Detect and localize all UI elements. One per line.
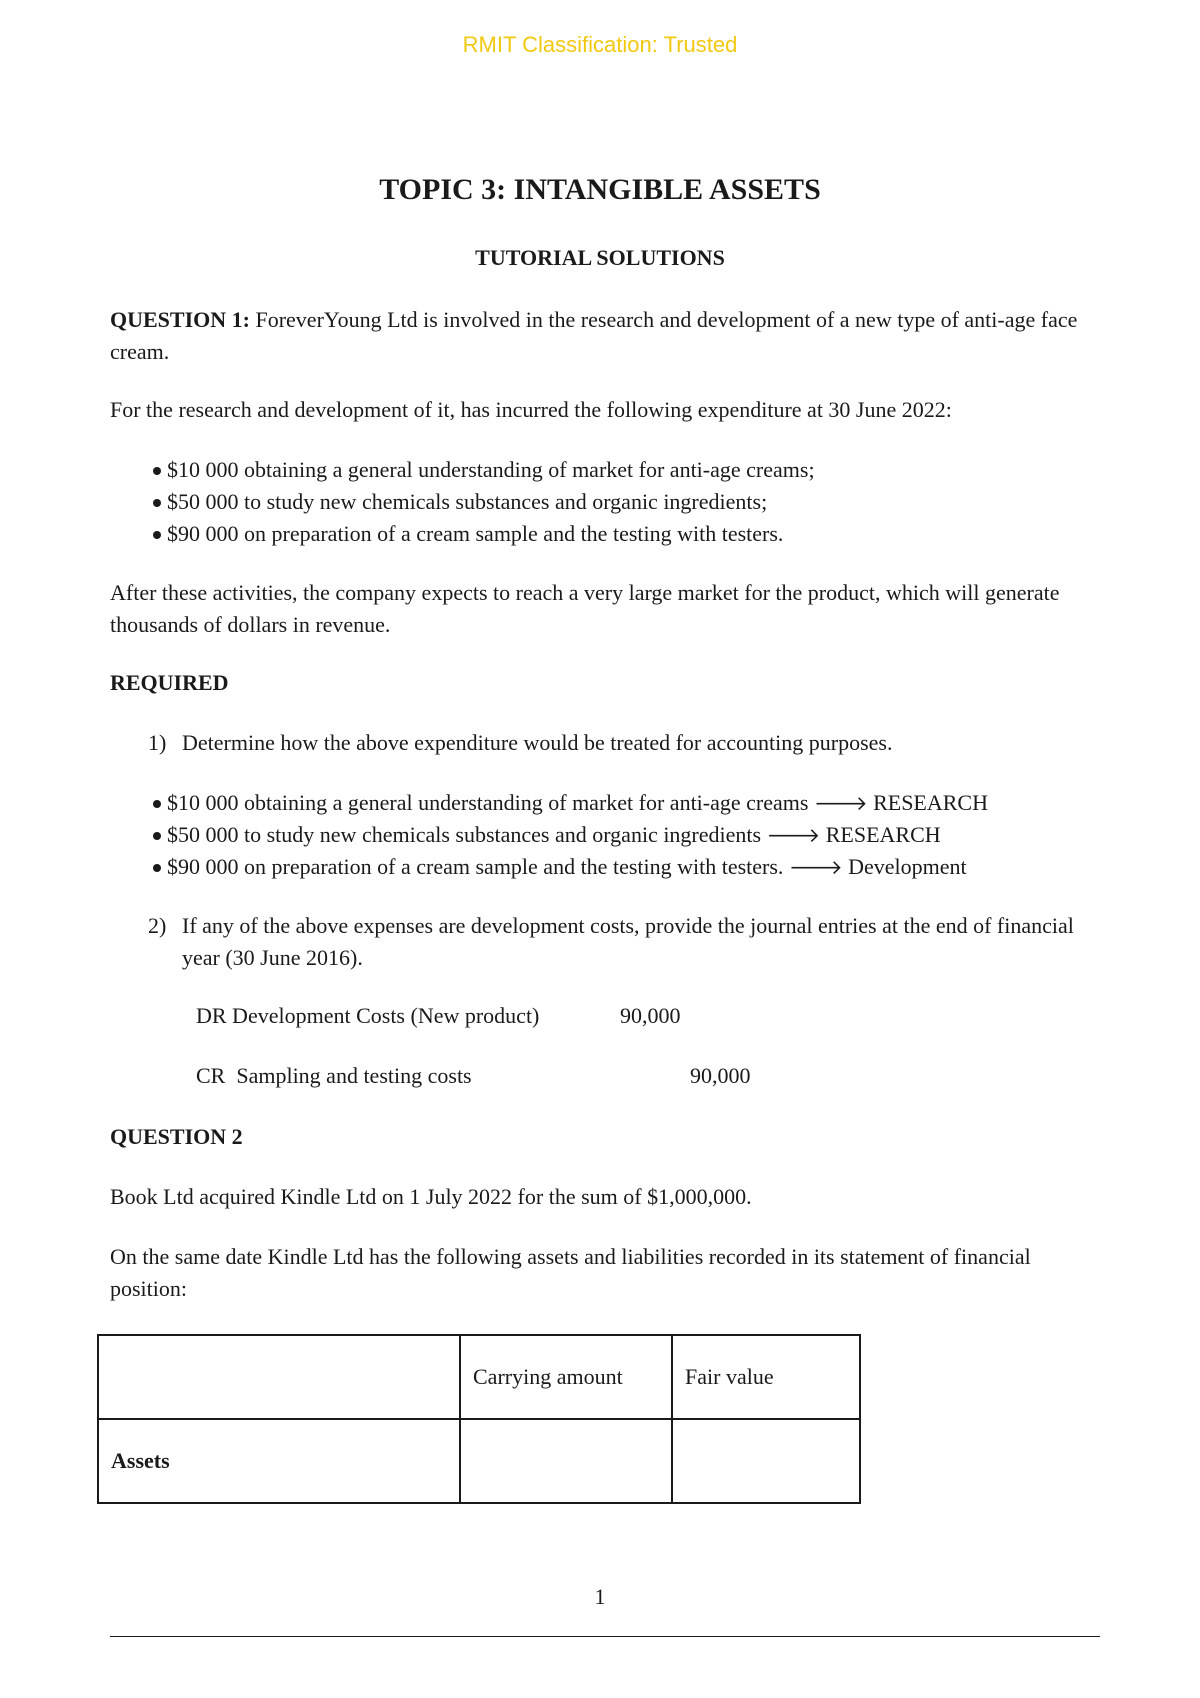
bullet-icon bbox=[153, 800, 161, 808]
bullet-icon bbox=[153, 832, 161, 840]
q1-paragraph-2: For the research and development of it, has incurred the following expenditure at 30 June 2022: bbox=[110, 397, 952, 422]
footer-divider bbox=[110, 1636, 1100, 1637]
list-item: $50 000 to study new chemicals substances and organic ingredients; bbox=[110, 486, 1100, 518]
arrow-right-icon: 🡒 bbox=[788, 855, 843, 879]
page-subtitle: TUTORIAL SOLUTIONS bbox=[475, 245, 725, 270]
bullet-icon bbox=[153, 499, 161, 507]
table-header-cell bbox=[98, 1335, 460, 1419]
item-number: 2) bbox=[148, 913, 167, 938]
table-header-row bbox=[98, 1335, 860, 1419]
q1-paragraph-3: After these activities, the company expects to reach a very large market for the product, which will generate thousands of dollars in revenue. bbox=[110, 580, 1060, 637]
item-number: 1) bbox=[148, 730, 167, 755]
q2-heading: QUESTION 2 bbox=[110, 1124, 243, 1149]
list-item: $90 000 on preparation of a cream sample and the testing with testers. 🡒 Development bbox=[110, 851, 1100, 883]
list-item: $50 000 to study new chemicals substances and organic ingredients 🡒 RESEARCH bbox=[110, 819, 1100, 851]
q1-answer-list bbox=[110, 787, 1100, 883]
required-heading: REQUIRED bbox=[110, 670, 229, 695]
classification-label: RMIT Classification: Trusted bbox=[462, 32, 738, 57]
q1-label: QUESTION 1: bbox=[110, 307, 250, 332]
list-item: $10 000 obtaining a general understanding of market for anti-age creams; bbox=[110, 454, 1100, 486]
journal-credit-label: CR Sampling and testing costs bbox=[196, 1063, 472, 1088]
q2-paragraph-2: On the same date Kindle Ltd has the following assets and liabilities recorded in its statement of financial position: bbox=[110, 1244, 1031, 1301]
table-cell bbox=[460, 1419, 672, 1503]
q1-intro bbox=[110, 304, 1100, 368]
journal-debit-amount: 90,000 bbox=[620, 1003, 681, 1028]
bullet-icon bbox=[153, 467, 161, 475]
table-row bbox=[98, 1419, 860, 1503]
arrow-right-icon: 🡒 bbox=[813, 791, 868, 815]
table-cell bbox=[672, 1419, 860, 1503]
q2-paragraph-1: Book Ltd acquired Kindle Ltd on 1 July 2022 for the sum of $1,000,000. bbox=[110, 1184, 752, 1209]
journal-credit-amount: 90,000 bbox=[690, 1063, 751, 1088]
page-number: 1 bbox=[594, 1584, 606, 1609]
page-title: TOPIC 3: INTANGIBLE ASSETS bbox=[379, 173, 821, 206]
journal-debit-label: DR Development Costs (New product) bbox=[196, 1003, 540, 1028]
q1-intro-text: ForeverYoung Ltd is involved in the research and development of a new type of anti-age face cream. bbox=[110, 307, 1078, 364]
required-item-1 bbox=[148, 727, 1098, 759]
list-item: $10 000 obtaining a general understanding of market for anti-age creams 🡒 RESEARCH bbox=[110, 787, 1100, 819]
list-item: $90 000 on preparation of a cream sample and the testing with testers. bbox=[110, 518, 1100, 550]
q1-expenditure-list bbox=[110, 454, 1100, 550]
table-header-cell: Carrying amount bbox=[460, 1335, 672, 1419]
arrow-right-icon: 🡒 bbox=[766, 823, 821, 847]
bullet-icon bbox=[153, 531, 161, 539]
bullet-icon bbox=[153, 864, 161, 872]
assets-table bbox=[97, 1334, 861, 1504]
required-item-2 bbox=[148, 910, 1098, 974]
table-header-cell: Fair value bbox=[672, 1335, 860, 1419]
item-text: If any of the above expenses are development costs, provide the journal entries at the end of financial year (30 June 2016). bbox=[182, 913, 1074, 970]
table-cell: Assets bbox=[98, 1419, 460, 1503]
item-text: Determine how the above expenditure would be treated for accounting purposes. bbox=[182, 730, 893, 755]
